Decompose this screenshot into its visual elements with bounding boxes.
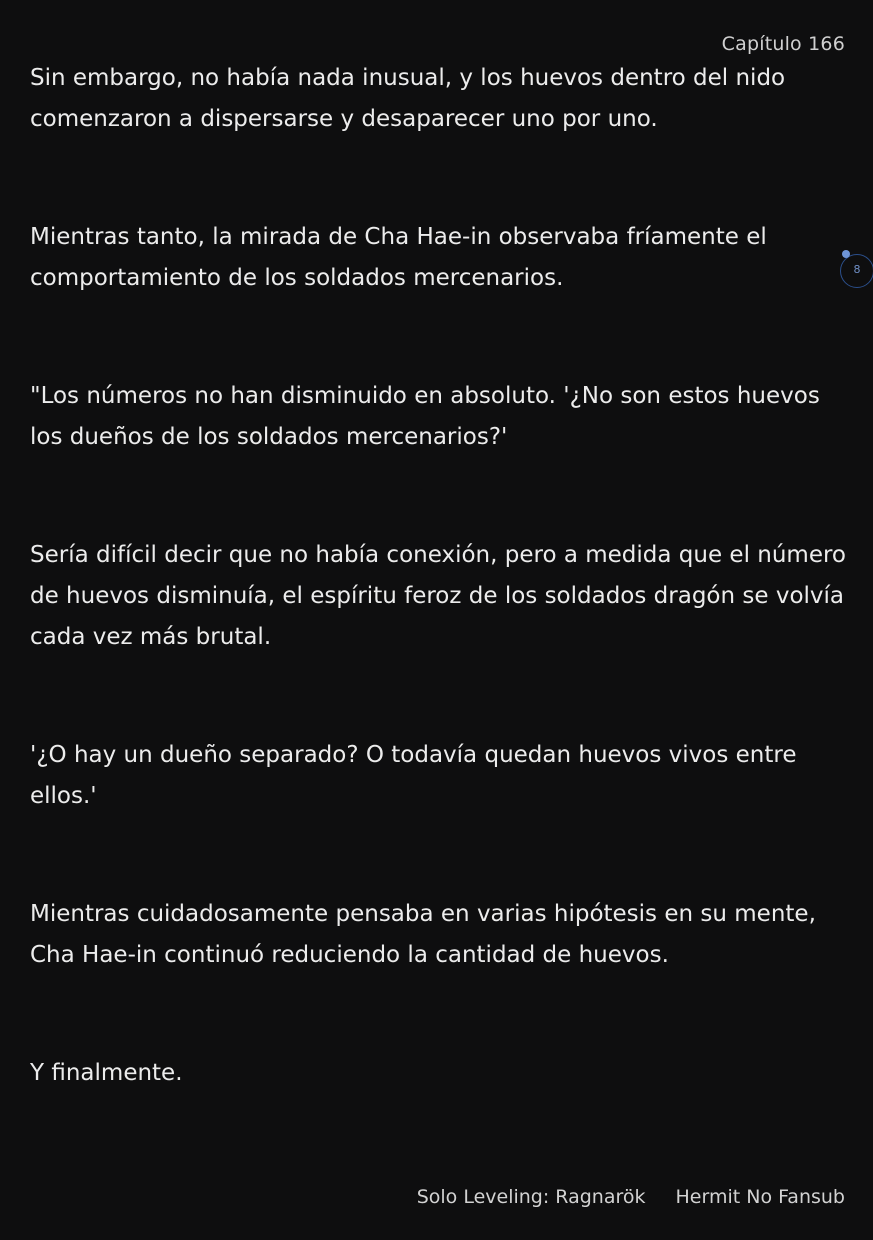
paragraph-7: Y finalmente. <box>30 1060 183 1086</box>
paragraph-2: Mientras tanto, la mirada de Cha Hae-in observaba fríamente el comportamiento de los soldados mercenarios. <box>30 224 767 291</box>
reader-content <box>30 58 850 1094</box>
page-number: 8 <box>853 263 861 276</box>
paragraph-4: Sería difícil decir que no había conexión, pero a medida que el número de huevos disminuía, el espíritu feroz de los soldados dragón se volvía cada vez más brutal. <box>30 542 847 650</box>
chapter-title: Capítulo 166 <box>721 33 845 55</box>
progress-dot-icon <box>842 250 850 258</box>
book-title: Solo Leveling: Ragnarök <box>416 1186 646 1208</box>
page-indicator-button[interactable] <box>840 254 873 288</box>
paragraph-1: Sin embargo, no había nada inusual, y los huevos dentro del nido comenzaron a dispersarse y desaparecer uno por uno. <box>30 65 786 132</box>
paragraph-6: Mientras cuidadosamente pensaba en varias hipótesis en su mente, Cha Hae-in continuó reduciendo la cantidad de huevos. <box>30 901 816 968</box>
paragraph-5: '¿O hay un dueño separado? O todavía quedan huevos vivos entre ellos.' <box>30 742 797 809</box>
footer <box>417 1186 845 1208</box>
paragraph-3: "Los números no han disminuido en absoluto. '¿No son estos huevos los dueños de los soldados mercenarios?' <box>30 383 820 450</box>
translator-credit: Hermit No Fansub <box>675 1186 845 1208</box>
